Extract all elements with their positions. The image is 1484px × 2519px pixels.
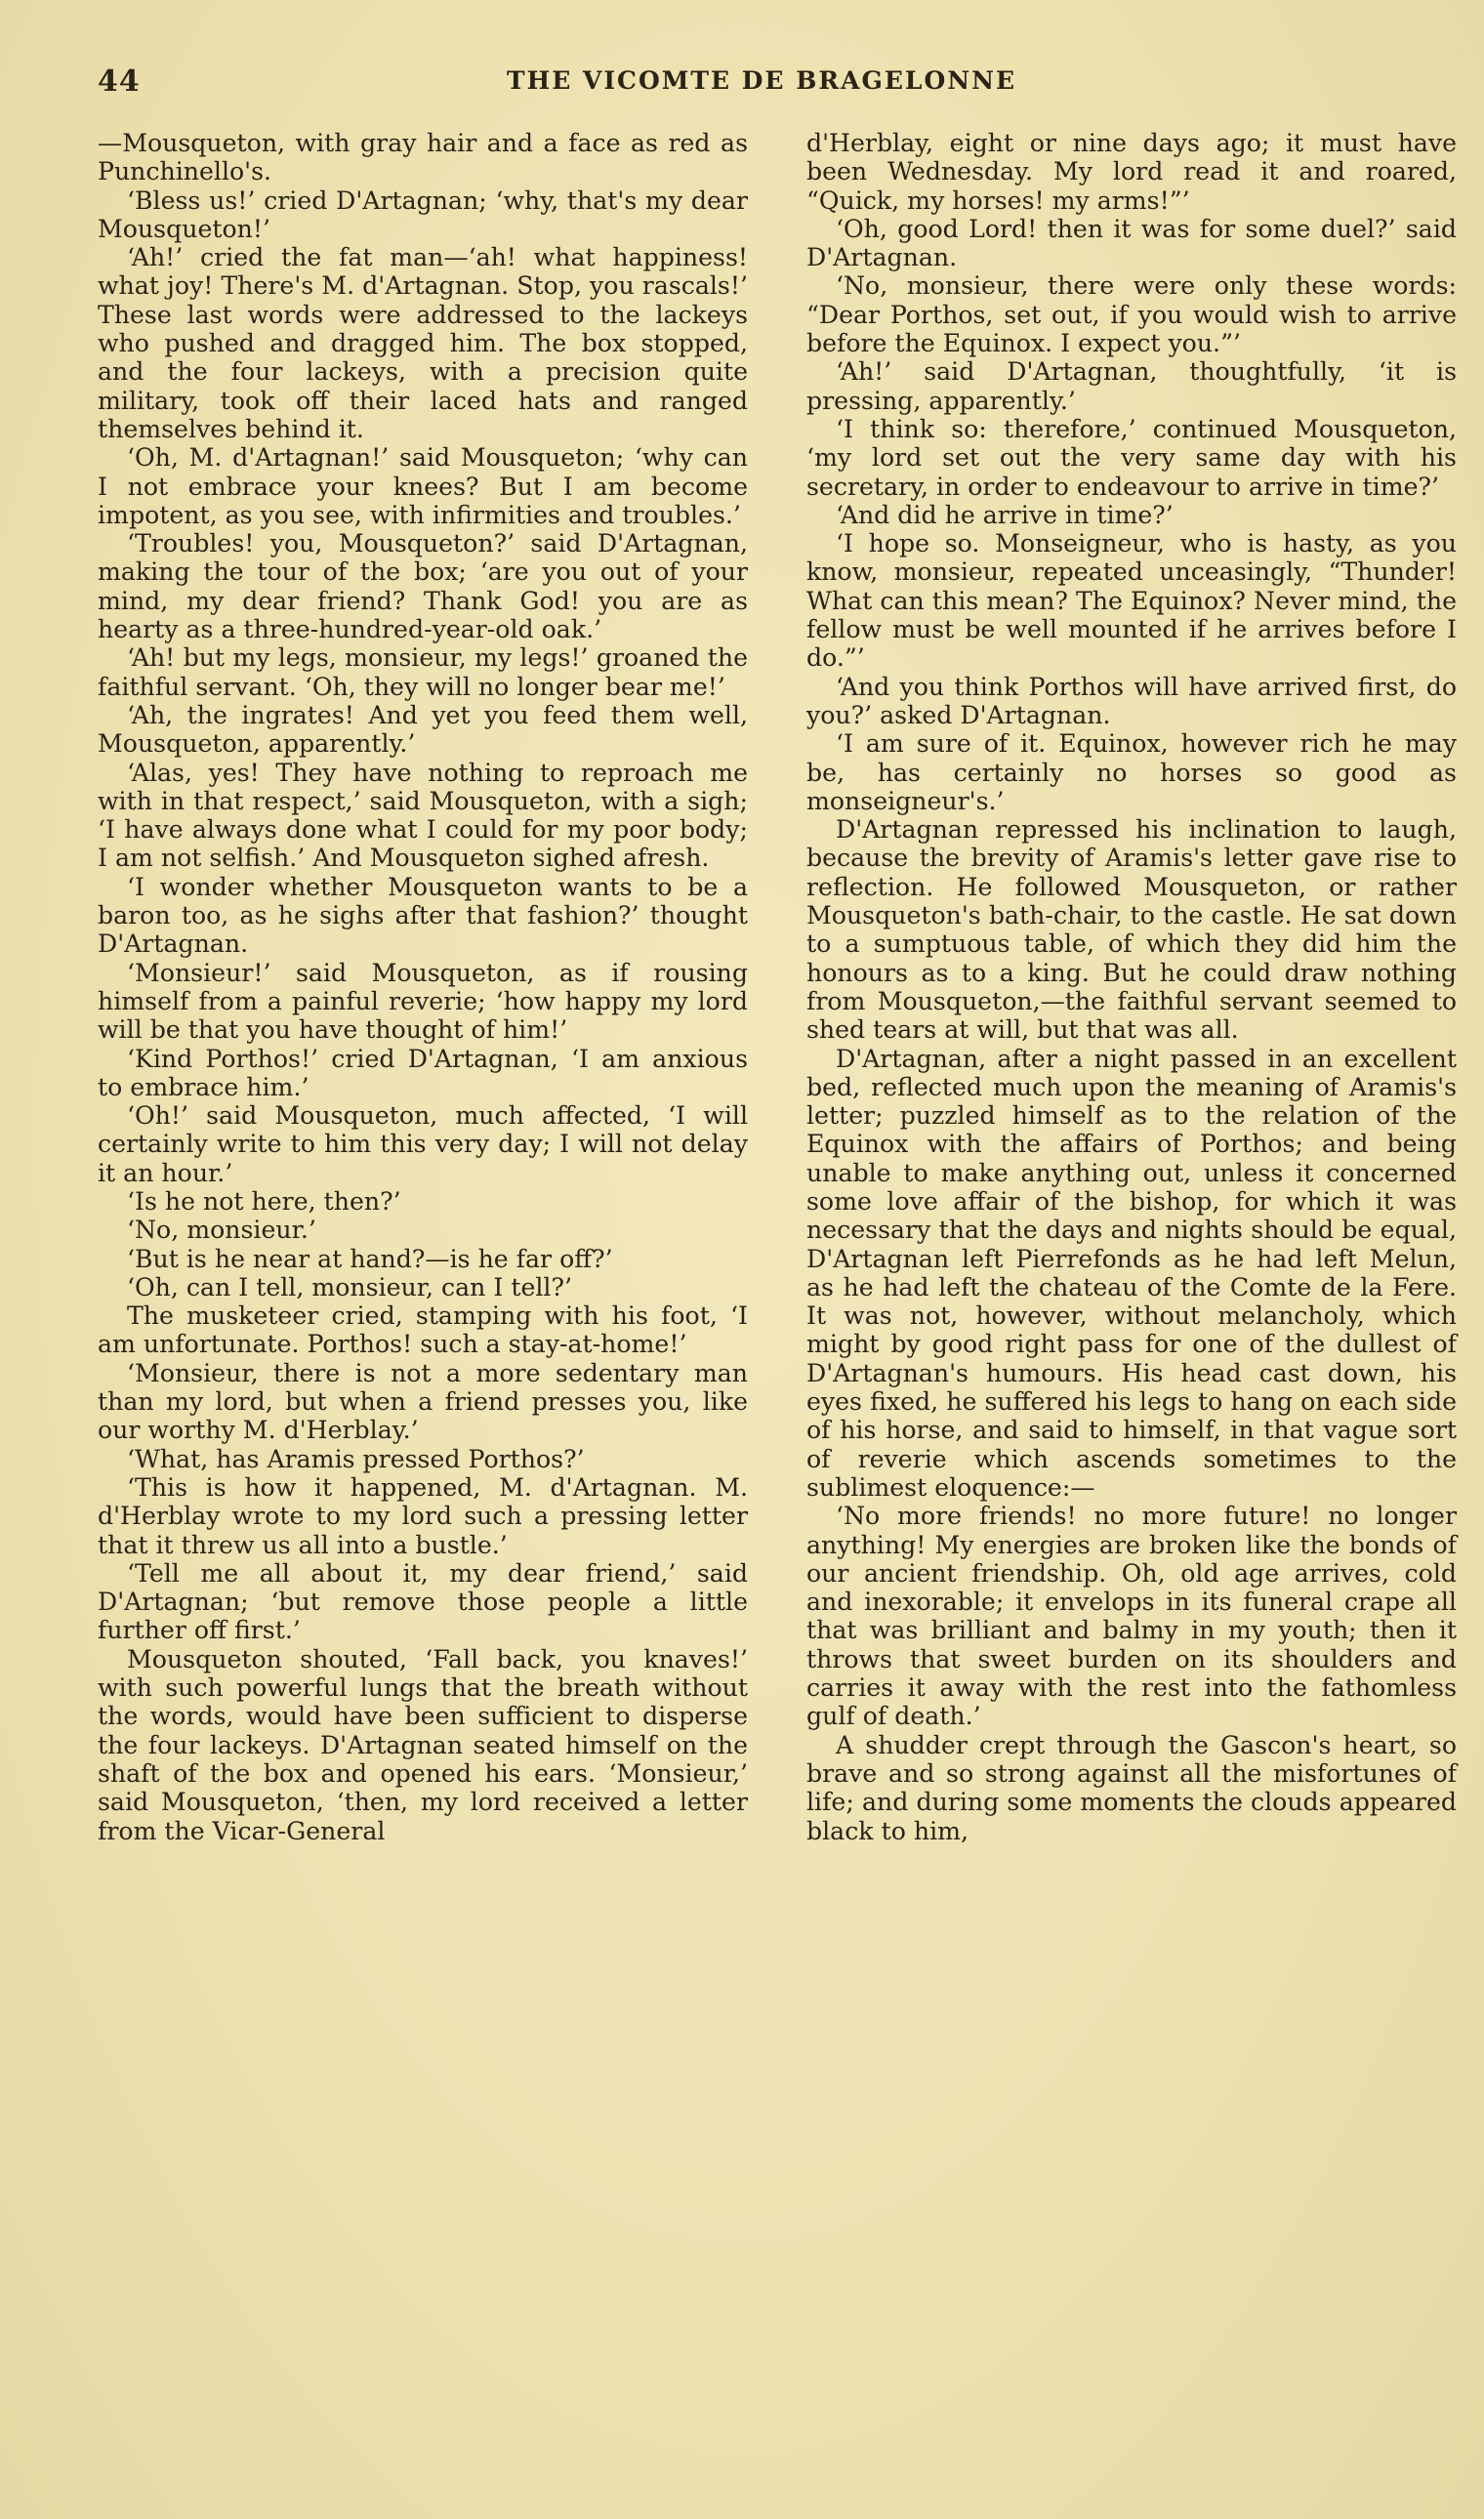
paragraph: A shudder crept through the Gascon's heart, so brave and so strong against all the misfortunes of life; and during some moments the clouds appeared black to him, — [806, 1730, 1457, 1845]
paragraph: ‘Ah!’ said D'Artagnan, thoughtfully, ‘it is pressing, apparently.’ — [806, 357, 1457, 415]
paragraph: ‘And you think Porthos will have arrived first, do you?’ asked D'Artagnan. — [806, 672, 1457, 729]
paragraph: ‘Ah, the ingrates! And yet you feed them well, Mousqueton, apparently.’ — [98, 700, 748, 759]
paragraph: ‘Monsieur, there is not a more sedentary man than my lord, but when a friend presses you, like our worthy M. d'Herblay.’ — [98, 1358, 748, 1445]
paragraph: ‘Bless us!’ cried D'Artagnan; ‘why, that's my dear Mousqueton!’ — [98, 186, 748, 243]
right-column — [806, 129, 1457, 1845]
paragraph: ‘I wonder whether Mousqueton wants to be a baron too, as he sighs after that fashion?’ thought D'Artagnan. — [98, 872, 748, 959]
paragraph: ‘No more friends! no more future! no longer anything! My energies are broken like the bonds of our ancient friendship. Oh, old age arrives, cold and inexorable; it envelops in its funeral crape all that was brilliant and balmy in my youth; then it throws that sweet burden on its shoulders and carries it away with the rest into the fathomless gulf of death.’ — [806, 1502, 1457, 1731]
paragraph: The musketeer cried, stamping with his foot, ‘I am unfortunate. Porthos! such a stay-at-home!’ — [98, 1301, 748, 1359]
paragraph: ‘What, has Aramis pressed Porthos?’ — [127, 1444, 585, 1473]
paragraph: D'Artagnan, after a night passed in an excellent bed, reflected much upon the meaning of Aramis's letter; puzzled himself as to the relation of the Equinox with the affairs of Porthos; and being unable to make anything out, unless it concerned some love affair of the bishop, for which it was necessary that the days and nights should be equal, D'Artagnan left Pierrefonds as he had left Melun, as he had left the chateau of the Comte de la Fere. It was not, however, without melancholy, which might by good right pass for one of the dullest of D'Artagnan's humours. His head cast down, his eyes fixed, he suffered his legs to hang on each side of his horse, and said to himself, in that vague sort of reverie which ascends sometimes to the sublimest eloquence:— — [806, 1044, 1457, 1502]
paragraph: ‘No, monsieur.’ — [127, 1216, 316, 1245]
paragraph: ‘No, monsieur, there were only these words: “Dear Porthos, set out, if you would wish to arrive before the Equinox. I expect you.”’ — [806, 271, 1457, 358]
paragraph: ‘I hope so. Monseigneur, who is hasty, as you know, monsieur, repeated unceasingly, “Thunder! What can this mean? The Equinox? Never mind, the fellow must be well mounted if he arrives before I do.”’ — [806, 529, 1457, 673]
paragraph: ‘Tell me all about it, my dear friend,’ said D'Artagnan; ‘but remove those people a little further off first.’ — [98, 1558, 748, 1645]
paragraph: ‘I think so: therefore,’ continued Mousqueton, ‘my lord set out the very same day with his secretary, in order to endeavour to arrive in time?’ — [806, 414, 1457, 501]
paragraph: ‘Ah!’ cried the fat man—‘ah! what happiness! what joy! There's M. d'Artagnan. Stop, you rascals!’ These last words were addressed to the lackeys who pushed and dragged him. The box stopped, and the four lackeys, with a precision quite military, took off their laced hats and ranged themselves behind it. — [98, 243, 748, 443]
paragraph: ‘Troubles! you, Mousqueton?’ said D'Artagnan, making the tour of the box; ‘are you out of your mind, my dear friend? Thank God! you are as hearty as a three-hundred-year-old oak.’ — [98, 529, 748, 644]
paragraph: —Mousqueton, with gray hair and a face as red as Punchinello's. — [98, 129, 748, 186]
paragraph: ‘Oh, M. d'Artagnan!’ said Mousqueton; ‘why can I not embrace your knees? But I am become impotent, as you see, with infirmities and troubles.’ — [98, 443, 748, 529]
paragraph: ‘Alas, yes! They have nothing to reproach me with in that respect,’ said Mousqueton, with a sigh; ‘I have always done what I could for my poor body; I am not selfish.’ And Mousqueton sighed afresh. — [98, 758, 748, 873]
page-number: 44 — [98, 64, 141, 99]
paragraph: ‘This is how it happened, M. d'Artagnan. M. d'Herblay wrote to my lord such a pressing letter that it threw us all into a bustle.’ — [98, 1472, 748, 1559]
paragraph: ‘Oh!’ said Mousqueton, much affected, ‘I will certainly write to him this very day; I will not delay it an hour.’ — [98, 1101, 748, 1187]
paragraph: ‘Kind Porthos!’ cried D'Artagnan, ‘I am anxious to embrace him.’ — [98, 1044, 748, 1101]
paragraph: ‘Oh, can I tell, monsieur, can I tell?’ — [127, 1272, 572, 1301]
paragraph: ‘Ah! but my legs, monsieur, my legs!’ groaned the faithful servant. ‘Oh, they will no longer bear me!’ — [98, 643, 748, 701]
paragraph: ‘And did he arrive in time?’ — [836, 500, 1174, 529]
paragraph: ‘Is he not here, then?’ — [127, 1186, 401, 1216]
running-title: THE VICOMTE DE BRAGELONNE — [506, 66, 1017, 95]
left-column — [98, 129, 748, 1845]
paragraph: D'Artagnan repressed his inclination to laugh, because the brevity of Aramis's letter gave rise to reflection. He followed Mousqueton, or rather Mousqueton's bath-chair, to the castle. He sat down to a sumptuous table, of which they did him the honours as to a king. But he could draw nothing from Mousqueton,—the faithful servant seemed to shed tears at will, but that was all. — [806, 815, 1457, 1045]
page-header — [98, 64, 1425, 107]
paragraph: d'Herblay, eight or nine days ago; it must have been Wednesday. My lord read it and roared, “Quick, my horses! my arms!”’ — [806, 129, 1457, 215]
paragraph: ‘I am sure of it. Equinox, however rich he may be, has certainly no horses so good as monseigneur's.’ — [806, 729, 1457, 815]
paragraph: ‘Oh, good Lord! then it was for some duel?’ said D'Artagnan. — [806, 214, 1457, 272]
paragraph: Mousqueton shouted, ‘Fall back, you knaves!’ with such powerful lungs that the breath without the words, would have been sufficient to disperse the four lackeys. D'Artagnan seated himself on the shaft of the box and opened his ears. ‘Monsieur,’ said Mousqueton, ‘then, my lord received a letter from the Vicar-General — [98, 1644, 748, 1845]
paragraph: ‘But is he near at hand?—is he far off?’ — [127, 1244, 613, 1273]
paragraph: ‘Monsieur!’ said Mousqueton, as if rousing himself from a painful reverie; ‘how happy my lord will be that you have thought of him!’ — [98, 958, 748, 1045]
